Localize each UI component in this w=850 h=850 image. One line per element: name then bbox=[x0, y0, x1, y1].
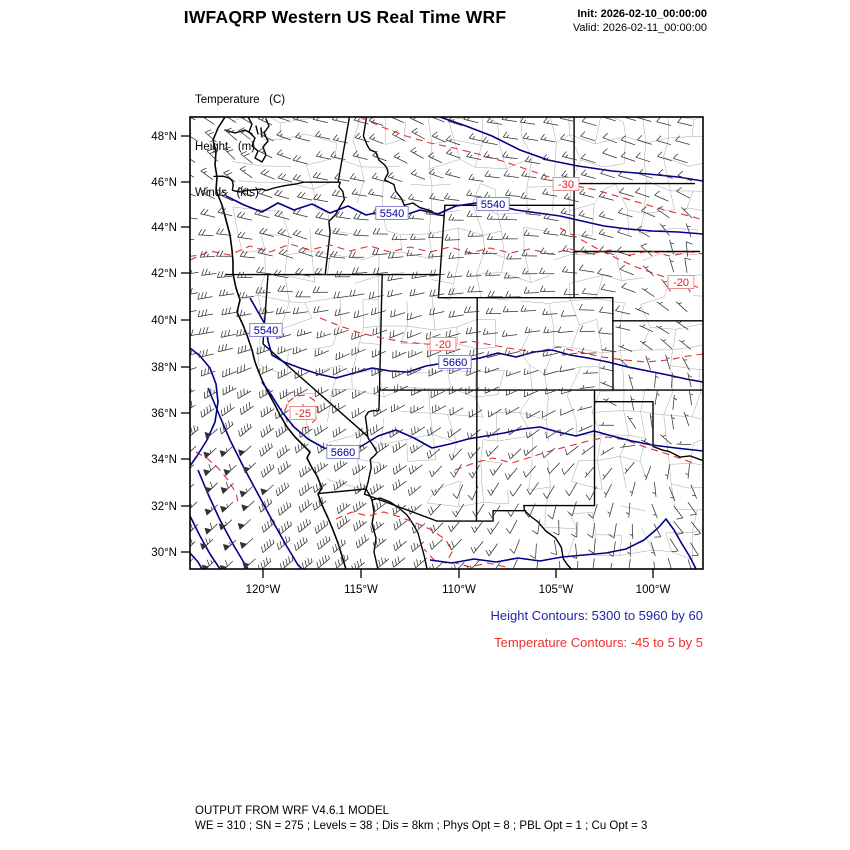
lon-tick-label: 120°W bbox=[245, 584, 281, 596]
model-output-note: OUTPUT FROM WRF V4.6.1 MODEL bbox=[195, 805, 390, 817]
height-contour-label: 5540 bbox=[379, 207, 405, 220]
legend-temperature: Temperature (C) bbox=[195, 94, 286, 106]
contour-labels bbox=[250, 178, 694, 459]
height-contour-label: 5540 bbox=[253, 324, 279, 337]
lat-tick-label: 32°N bbox=[151, 501, 177, 513]
temperature-contour-label: -30 bbox=[558, 178, 574, 191]
plot-title: IWFAQRP Western US Real Time WRF bbox=[183, 7, 507, 27]
lat-tick-label: 36°N bbox=[151, 408, 177, 420]
height-contour-note: Height Contours: 5300 to 5960 by 60 bbox=[490, 608, 703, 623]
state-borders bbox=[213, 117, 703, 569]
lat-tick-label: 40°N bbox=[151, 315, 177, 327]
lat-tick-label: 44°N bbox=[151, 222, 177, 234]
lat-tick-label: 46°N bbox=[151, 177, 177, 189]
lat-tick-label: 34°N bbox=[151, 454, 177, 466]
height-contour-label: 5660 bbox=[330, 446, 356, 459]
temperature-contour-label: -25 bbox=[295, 407, 311, 420]
legend-winds: Winds (kts) bbox=[195, 187, 259, 199]
lat-tick-label: 48°N bbox=[151, 131, 177, 143]
lat-tick-label: 42°N bbox=[151, 268, 177, 280]
lon-tick-label: 110°W bbox=[442, 584, 476, 596]
legend-height: Height (m) bbox=[195, 140, 256, 153]
height-contour-label: 5660 bbox=[442, 356, 468, 369]
model-config-note: WE = 310 ; SN = 275 ; Levels = 38 ; Dis = 8km ; Phys Opt = 8 ; PBL Opt = 1 ; Cu Opt = 3 bbox=[195, 820, 648, 832]
lon-tick-label: 100°W bbox=[635, 584, 671, 596]
valid-value: 2026-02-11_00:00:00 bbox=[602, 22, 707, 34]
lat-tick-label: 38°N bbox=[151, 362, 177, 374]
valid-label: Valid: bbox=[572, 22, 603, 34]
lon-tick-label: 115°W bbox=[344, 584, 378, 596]
temperature-contour-label: -20 bbox=[673, 276, 689, 289]
temperature-contour-note: Temperature Contours: -45 to 5 by 5 bbox=[494, 635, 703, 650]
init-value: 2026-02-10_00:00:00 bbox=[600, 8, 707, 20]
temperature-contour-label: -20 bbox=[435, 338, 451, 351]
lat-tick-label: 30°N bbox=[151, 547, 177, 559]
init-label: Init: bbox=[577, 8, 601, 20]
height-contour-label: 5540 bbox=[480, 198, 506, 211]
lon-tick-label: 105°W bbox=[538, 584, 574, 596]
